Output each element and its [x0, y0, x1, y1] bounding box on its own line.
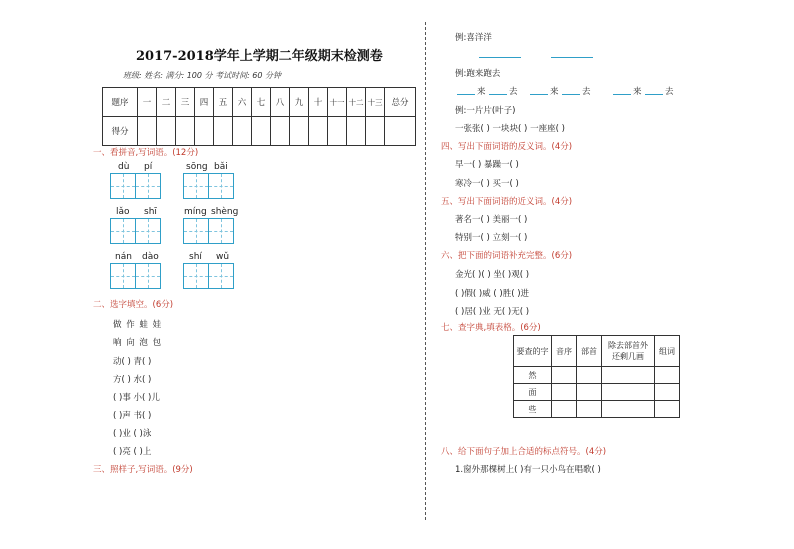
score-table-cell: 九	[290, 88, 309, 117]
score-table-cell: 七	[252, 88, 271, 117]
dictionary-table-header	[514, 336, 680, 367]
dictionary-input-cell[interactable]	[552, 401, 577, 418]
score-input-cell[interactable]	[328, 117, 347, 146]
dictionary-header-cell: 要查的字	[514, 336, 552, 367]
fill-line[interactable]: 动( ) 青( )	[113, 357, 152, 367]
section-6-heading: 六、把下面的词语补充完整。(6分)	[441, 251, 573, 261]
example-line: 例:跑来跑去	[455, 69, 501, 79]
fill-line[interactable]: 1.窗外那棵树上( )有一只小鸟在唱歌( )	[455, 465, 601, 475]
dictionary-input-cell[interactable]	[577, 401, 602, 418]
section-1-heading: 一、看拼音,写词语。(12分)	[93, 148, 199, 158]
score-input-cell[interactable]	[138, 117, 157, 146]
dictionary-input-cell[interactable]	[602, 367, 655, 384]
score-table-cell: 二	[157, 88, 176, 117]
score-input-cell[interactable]	[252, 117, 271, 146]
fill-line[interactable]: 金光( )( ) 坐( )观( )	[455, 270, 530, 280]
answer-blank[interactable]	[551, 57, 593, 58]
fill-line[interactable]: ( )假( )威 ( )胜( )进	[455, 289, 530, 299]
section-2-heading: 二、选字填空。(6分)	[93, 300, 174, 310]
section-7-heading: 七、查字典,填表格。(6分)	[441, 323, 541, 333]
dictionary-char-cell: 些	[514, 401, 552, 418]
score-table-cell: 总分	[385, 88, 416, 117]
answer-blank[interactable]	[479, 57, 521, 58]
fill-line[interactable]: ( )居( )业 无( )无( )	[455, 307, 530, 317]
score-input-cell[interactable]	[157, 117, 176, 146]
score-table	[102, 87, 416, 146]
page-title: 2017-2018学年上学期二年级期末检测卷	[136, 49, 383, 64]
pinyin-label: sōng	[186, 162, 208, 172]
answer-blank[interactable]	[530, 94, 548, 95]
writing-grid[interactable]	[183, 173, 234, 199]
score-table-cell: 八	[271, 88, 290, 117]
dictionary-table-row	[514, 384, 680, 401]
pinyin-label: shī	[144, 207, 157, 217]
dictionary-input-cell[interactable]	[655, 384, 680, 401]
pinyin-label: míng	[184, 207, 207, 217]
score-table-cell: 得分	[103, 117, 138, 146]
pinyin-label: shí	[189, 252, 202, 262]
dictionary-table	[513, 335, 680, 418]
score-table-cell: 三	[176, 88, 195, 117]
score-input-cell[interactable]	[195, 117, 214, 146]
writing-grid[interactable]	[183, 218, 234, 244]
score-input-cell[interactable]	[271, 117, 290, 146]
score-input-cell[interactable]	[366, 117, 385, 146]
dictionary-char-cell: 面	[514, 384, 552, 401]
answer-blank[interactable]	[645, 94, 663, 95]
score-table-cell: 十一	[328, 88, 347, 117]
fill-line[interactable]: ( )业 ( )泳	[113, 429, 152, 439]
section-4-heading: 四、写出下面词语的反义词。(4分)	[441, 142, 573, 152]
dictionary-input-cell[interactable]	[655, 367, 680, 384]
score-table-cell: 六	[233, 88, 252, 117]
pinyin-label: dù	[118, 162, 130, 172]
fill-line[interactable]: 早一( ) 暴躁一( )	[455, 160, 519, 170]
qu-char: 去	[509, 87, 518, 97]
answer-blank[interactable]	[613, 94, 631, 95]
fill-line[interactable]: 方( ) 水( )	[113, 375, 152, 385]
qu-char: 去	[665, 87, 674, 97]
fill-line[interactable]: ( )亮 ( )上	[113, 447, 152, 457]
answer-blank[interactable]	[562, 94, 580, 95]
score-input-cell[interactable]	[176, 117, 195, 146]
pinyin-label: nán	[115, 252, 132, 262]
fill-line: 响 向 泡 包	[113, 338, 162, 348]
score-input-cell[interactable]	[385, 117, 416, 146]
pinyin-label: pí	[144, 162, 153, 172]
writing-grid[interactable]	[110, 218, 161, 244]
score-table-cell: 十二	[347, 88, 366, 117]
dictionary-input-cell[interactable]	[577, 367, 602, 384]
fill-line[interactable]: ( )声 书( )	[113, 411, 152, 421]
dictionary-input-cell[interactable]	[602, 401, 655, 418]
score-input-cell[interactable]	[214, 117, 233, 146]
dictionary-input-cell[interactable]	[552, 384, 577, 401]
fill-line: 做 作 蛙 娃	[113, 320, 162, 330]
dictionary-header-cell: 音序	[552, 336, 577, 367]
lai-char: 来	[477, 87, 486, 97]
dictionary-table-row	[514, 367, 680, 384]
dictionary-header-cell: 组词	[655, 336, 680, 367]
fill-line[interactable]: 寒冷一( ) 买一( )	[455, 179, 519, 189]
example-line: 例:一片片(叶子)	[455, 106, 516, 116]
answer-blank[interactable]	[489, 94, 507, 95]
section-8-heading: 八、给下面句子加上合适的标点符号。(4分)	[441, 447, 607, 457]
score-input-cell[interactable]	[290, 117, 309, 146]
score-table-cell: 四	[195, 88, 214, 117]
dictionary-table-row	[514, 401, 680, 418]
score-table-cell: 十	[309, 88, 328, 117]
writing-grid[interactable]	[183, 263, 234, 289]
fill-line[interactable]: 著名一( ) 美丽一( )	[455, 215, 528, 225]
dictionary-input-cell[interactable]	[552, 367, 577, 384]
student-info-line: 班级: 姓名: 满分: 100 分 考试时间: 60 分钟	[123, 71, 282, 80]
writing-grid[interactable]	[110, 263, 161, 289]
pinyin-label: bǎi	[214, 162, 228, 172]
fill-line[interactable]: 特别一( ) 立刻一( )	[455, 233, 528, 243]
score-table-cell: 一	[138, 88, 157, 117]
score-table-cell: 题序	[103, 88, 138, 117]
answer-blank[interactable]	[457, 94, 475, 95]
lai-char: 来	[633, 87, 642, 97]
pinyin-label: dào	[142, 252, 159, 262]
dictionary-header-cell: 部首	[577, 336, 602, 367]
writing-grid[interactable]	[110, 173, 161, 199]
score-input-cell[interactable]	[309, 117, 328, 146]
score-table-header-row	[103, 88, 416, 117]
dictionary-header-cell: 除去部首外 还剩几画	[602, 336, 655, 367]
score-table-cell: 五	[214, 88, 233, 117]
dictionary-input-cell[interactable]	[655, 401, 680, 418]
section-5-heading: 五、写出下面词语的近义词。(4分)	[441, 197, 573, 207]
qu-char: 去	[582, 87, 591, 97]
example-line: 例:喜洋洋	[455, 33, 492, 43]
lai-char: 来	[550, 87, 559, 97]
score-input-cell[interactable]	[233, 117, 252, 146]
pinyin-label: lǎo	[116, 207, 130, 217]
score-table-cell: 十三	[366, 88, 385, 117]
fill-line[interactable]: 一张张( ) 一块块( ) 一座座( )	[455, 124, 565, 134]
section-3-heading: 三、照样子,写词语。(9分)	[93, 465, 193, 475]
pinyin-label: wǔ	[216, 252, 230, 262]
pinyin-label: shèng	[211, 207, 239, 217]
column-divider	[425, 22, 426, 520]
dictionary-char-cell: 然	[514, 367, 552, 384]
dictionary-input-cell[interactable]	[602, 384, 655, 401]
fill-line[interactable]: ( )事 小( )儿	[113, 393, 160, 403]
score-table-score-row	[103, 117, 416, 146]
score-input-cell[interactable]	[347, 117, 366, 146]
dictionary-input-cell[interactable]	[577, 384, 602, 401]
